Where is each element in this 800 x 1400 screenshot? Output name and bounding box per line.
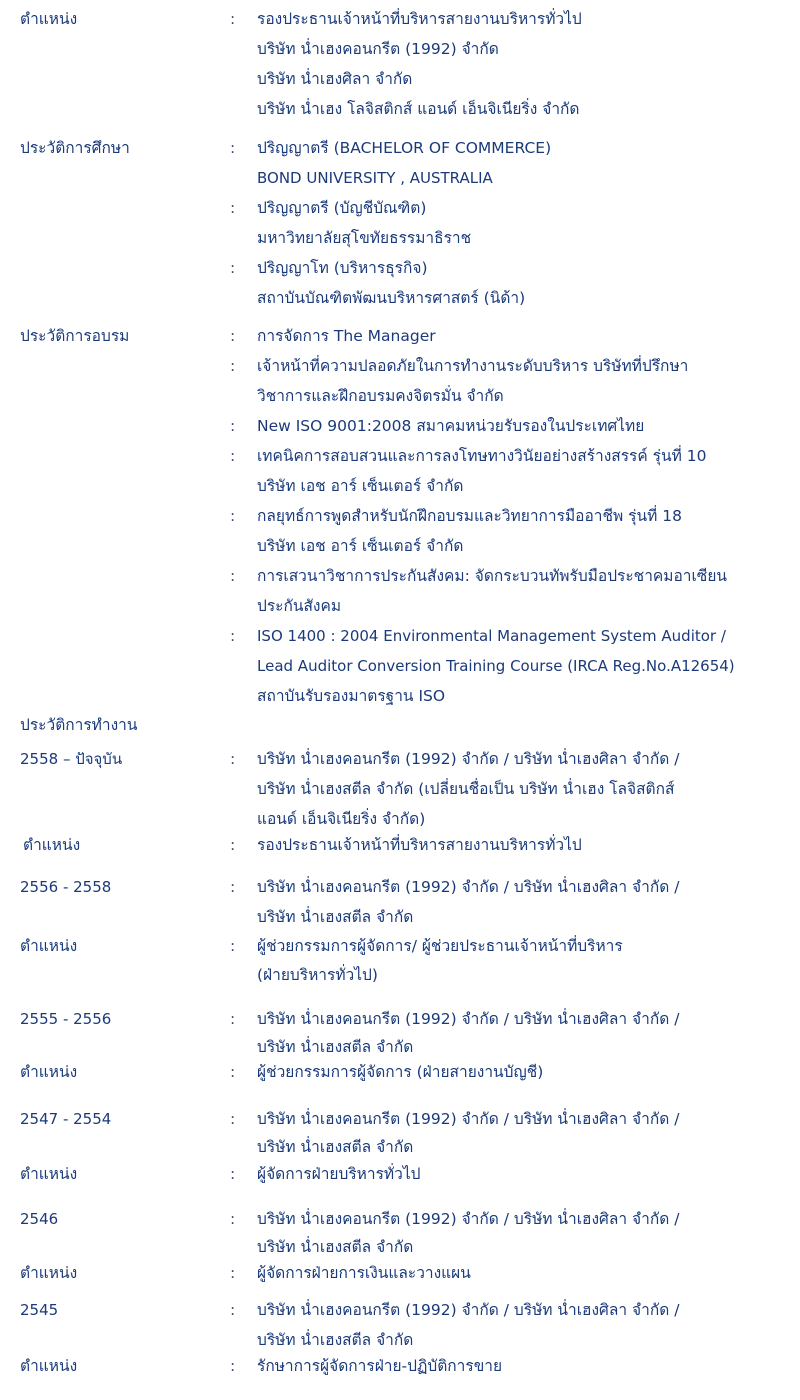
work-position-label: ตำแหน่ง [20, 1063, 78, 1081]
work-company: บริษัท น่ำเฮงคอนกรีต (1992) จำกัด / บริษัท น่ำเฮงศิลา จำกัด / [257, 878, 680, 896]
work-position-label: ตำแหน่ง [20, 937, 78, 955]
colon: : [230, 1301, 236, 1319]
training-label: ประวัติการอบรม [20, 327, 130, 345]
training-item: การเสวนาวิชาการประกันสังคม: จัดกระบวนทัพรับมือประชาคมอาเซียน [257, 567, 728, 585]
work-position-label: ตำแหน่ง [20, 1165, 78, 1183]
training-item: ISO 1400 : 2004 Environmental Management System Auditor / [257, 627, 726, 645]
training-item: บริษัท เอช อาร์ เซ็นเตอร์ จำกัด [257, 477, 464, 495]
training-item: กลยุทธ์การพูดสำหรับนักฝึกอบรมและวิทยาการมืออาชีพ รุ่นที่ 18 [257, 507, 682, 525]
colon: : [230, 139, 236, 157]
colon: : [230, 1063, 236, 1081]
work-position-label: ตำแหน่ง [23, 836, 81, 854]
colon: : [230, 357, 236, 375]
training-item: เจ้าหน้าที่ความปลอดภัยในการทำงานระดับบริหาร บริษัทที่ปรึกษา [257, 357, 689, 375]
colon: : [230, 937, 236, 955]
colon: : [230, 259, 236, 277]
work-company: บริษัท น่ำเฮงคอนกรีต (1992) จำกัด / บริษัท น่ำเฮงศิลา จำกัด / [257, 1210, 680, 1228]
colon: : [230, 1264, 236, 1282]
work-company: บริษัท น่ำเฮงสตีล จำกัด [257, 1038, 414, 1056]
work-company: บริษัท น่ำเฮงสตีล จำกัด [257, 1331, 414, 1349]
work-period: 2546 [20, 1210, 59, 1228]
position-line: บริษัท น่ำเฮงคอนกรีต (1992) จำกัด [257, 40, 499, 58]
work-company: บริษัท น่ำเฮงคอนกรีต (1992) จำกัด / บริษัท น่ำเฮงศิลา จำกัด / [257, 1110, 680, 1128]
colon: : [230, 836, 236, 854]
colon: : [230, 1165, 236, 1183]
training-item: บริษัท เอช อาร์ เซ็นเตอร์ จำกัด [257, 537, 464, 555]
education-degree: ปริญญาตรี (บัญชีบัณฑิต) [257, 199, 427, 217]
colon: : [230, 750, 236, 768]
work-company: บริษัท น่ำเฮงสตีล จำกัด [257, 1138, 414, 1156]
colon: : [230, 507, 236, 525]
colon: : [230, 1357, 236, 1375]
colon: : [230, 1110, 236, 1128]
position-line: รองประธานเจ้าหน้าที่บริหารสายงานบริหารทั่วไป [257, 10, 582, 28]
colon: : [230, 878, 236, 896]
education-degree: ปริญญาตรี (BACHELOR OF COMMERCE) [257, 139, 552, 157]
work-company: บริษัท น่ำเฮงสตีล จำกัด (เปลี่ยนชื่อเป็น บริษัท น่ำเฮง โลจิสติกส์ [257, 780, 675, 798]
work-position-label: ตำแหน่ง [20, 1357, 78, 1375]
work-position: ผู้ช่วยกรรมการผู้จัดการ (ฝ่ายสายงานบัญชี) [257, 1063, 544, 1081]
education-institution: มหาวิทยาลัยสุโขทัยธรรมาธิราช [257, 229, 472, 247]
work-position: รักษาการผู้จัดการฝ่าย-ปฏิบัติการขาย [257, 1357, 503, 1375]
work-company: บริษัท น่ำเฮงคอนกรีต (1992) จำกัด / บริษัท น่ำเฮงศิลา จำกัด / [257, 1301, 680, 1319]
colon: : [230, 1010, 236, 1028]
work-company: แอนด์ เอ็นจิเนียริ่ง จำกัด) [257, 810, 426, 828]
work-position-label: ตำแหน่ง [20, 1264, 78, 1282]
work-company: บริษัท น่ำเฮงคอนกรีต (1992) จำกัด / บริษัท น่ำเฮงศิลา จำกัด / [257, 1010, 680, 1028]
colon: : [230, 10, 236, 28]
work-period: 2558 – ปัจจุบัน [20, 750, 123, 768]
colon: : [230, 417, 236, 435]
work-position: ผู้จัดการฝ่ายบริหารทั่วไป [257, 1165, 421, 1183]
colon: : [230, 567, 236, 585]
education-institution: BOND UNIVERSITY , AUSTRALIA [257, 169, 493, 187]
training-item: Lead Auditor Conversion Training Course (IRCA Reg.No.A12654) [257, 657, 735, 675]
work-period: 2547 - 2554 [20, 1110, 112, 1128]
colon: : [230, 199, 236, 217]
work-company: บริษัท น่ำเฮงคอนกรีต (1992) จำกัด / บริษัท น่ำเฮงศิลา จำกัด / [257, 750, 680, 768]
colon: : [230, 447, 236, 465]
education-degree: ปริญญาโท (บริหารธุรกิจ) [257, 259, 428, 277]
work-company: บริษัท น่ำเฮงสตีล จำกัด [257, 1238, 414, 1256]
position-line: บริษัท น่ำเฮงศิลา จำกัด [257, 70, 413, 88]
training-item: สถาบันรับรองมาตรฐาน ISO [257, 687, 446, 705]
training-item: วิชาการและฝึกอบรมคงจิตรมั่น จำกัด [257, 387, 504, 405]
position-line: บริษัท น่ำเฮง โลจิสติกส์ แอนด์ เอ็นจิเนียริ่ง จำกัด [257, 100, 580, 118]
training-item: ประกันสังคม [257, 597, 342, 615]
education-institution: สถาบันบัณฑิตพัฒนบริหารศาสตร์ (นิด้า) [257, 289, 526, 307]
training-item: New ISO 9001:2008 สมาคมหน่วยรับรองในประเทศไทย [257, 417, 645, 435]
work-position: รองประธานเจ้าหน้าที่บริหารสายงานบริหารทั่วไป [257, 836, 582, 854]
position-label: ตำแหน่ง [20, 10, 78, 28]
work-position: (ฝ่ายบริหารทั่วไป) [257, 966, 378, 984]
training-item: การจัดการ The Manager [257, 327, 436, 345]
work-company: บริษัท น่ำเฮงสตีล จำกัด [257, 908, 414, 926]
work-period: 2545 [20, 1301, 59, 1319]
colon: : [230, 327, 236, 345]
work-position: ผู้จัดการฝ่ายการเงินและวางแผน [257, 1264, 471, 1282]
education-label: ประวัติการศึกษา [20, 139, 130, 157]
colon: : [230, 627, 236, 645]
work-position: ผู้ช่วยกรรมการผู้จัดการ/ ผู้ช่วยประธานเจ้าหน้าที่บริหาร [257, 937, 623, 955]
work-label: ประวัติการทำงาน [20, 716, 138, 734]
colon: : [230, 1210, 236, 1228]
work-period: 2555 - 2556 [20, 1010, 112, 1028]
training-item: เทคนิคการสอบสวนและการลงโทษทางวินัยอย่างสร้างสรรค์ รุ่นที่ 10 [257, 447, 707, 465]
work-period: 2556 - 2558 [20, 878, 112, 896]
